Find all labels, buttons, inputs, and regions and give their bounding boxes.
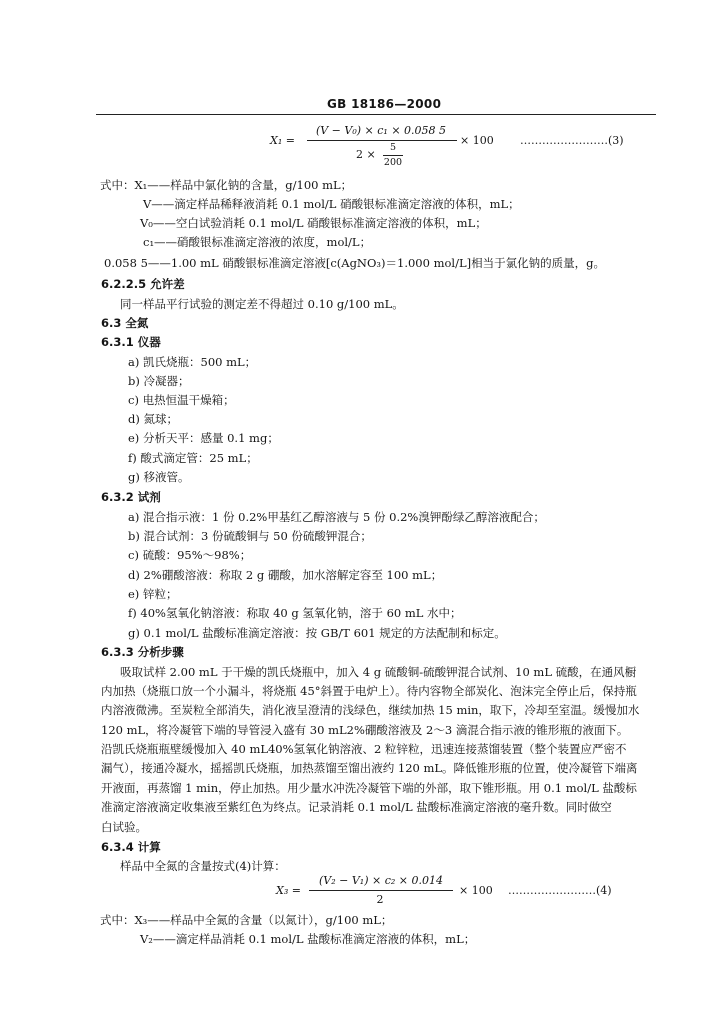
paragraph-line: 内加热（烧瓶口放一个小漏斗，将烧瓶 45°斜置于电炉上）。待内容物全部炭化、泡沫完全停止后，保持瓶 (101, 684, 637, 698)
list-item: a) 混合指示液：1 份 0.2%甲基红乙醇溶液与 5 份 0.2%溴钾酚绿乙醇溶液配合； (128, 510, 545, 524)
list-item: e) 锌粒； (128, 587, 178, 601)
formula-4-lhs: X₃ = (276, 884, 301, 897)
paragraph-line: 120 mL，将冷凝管下端的导管浸入盛有 30 mL2%硼酸溶液及 2～3 滴混合指示液的锥形瓶的液面下。 (101, 723, 629, 737)
list-item: b) 混合试剂：3 份硫酸铜与 50 份硫酸钾混合； (128, 529, 372, 543)
formula-3-tail: × 100 (460, 134, 494, 147)
paragraph-line: 漏气），接通冷凝水，摇摇凯氏烧瓶，加热蒸馏至馏出液约 120 mL。降低锥形瓶的位置，使冷凝管下端离 (101, 761, 638, 775)
def-v2: V₂——滴定样品消耗 0.1 mol/L 盐酸标准滴定溶液的体积，mL； (140, 932, 476, 946)
def-0-0585: 0.058 5——1.00 mL 硝酸银标准滴定溶液[c(AgNO₃)＝1.000 mol/L]相当于氯化钠的质量，g。 (104, 256, 605, 270)
heading-6-3-2: 6.3.2 试剂 (101, 490, 161, 504)
list-item: e) 分析天平：感量 0.1 mg； (128, 431, 279, 445)
standard-code-header: GB 18186—2000 (327, 97, 442, 111)
paragraph-line: 吸取试样 2.00 mL 于干燥的凯氏烧瓶中，加入 4 g 硫酸铜-硫酸钾混合试剂、10 mL 硫酸，在通风橱 (120, 665, 637, 679)
heading-6-3-1: 6.3.1 仪器 (101, 335, 161, 349)
list-item: c) 电热恒温干燥箱； (128, 393, 235, 407)
list-item: c) 硫酸：95%～98%； (128, 548, 252, 562)
heading-6-2-2-5: 6.2.2.5 允许差 (101, 277, 185, 291)
def-v0: V₀——空白试验消耗 0.1 mol/L 硝酸银标准滴定溶液的体积，mL； (140, 216, 487, 230)
paragraph-line: 内溶液微沸。至炭粒全部消失，消化液呈澄清的浅绿色，继续加热 15 min，取下，冷却至室温。缓慢加水 (101, 703, 640, 717)
list-item: a) 凯氏烧瓶：500 mL； (128, 355, 257, 369)
formula-3-lhs: X₁ = (270, 134, 295, 147)
paragraph-line: 白试验。 (101, 820, 147, 834)
formula-4-tail: × 100 (459, 884, 493, 897)
formula-3-inner-denominator: 200 (383, 157, 403, 168)
paragraph-line: 准滴定溶液滴定收集液至紫红色为终点。记录消耗 0.1 mol/L 盐酸标准滴定溶液的毫升数。同时做空 (101, 800, 612, 814)
formula-3-numerator: (V − V₀) × c₁ × 0.058 5 (315, 124, 447, 137)
text-6-3-4-intro: 样品中全氮的含量按式(4)计算： (120, 859, 286, 873)
text-6-2-2-5: 同一样品平行试验的测定差不得超过 0.10 g/100 mL。 (120, 297, 404, 311)
formula-3-inner-numerator: 5 (389, 142, 397, 153)
paragraph-line: 沿凯氏烧瓶瓶壁缓慢加入 40 mL40%氢氧化钠溶液、2 粒锌粒，迅速连接蒸馏装置（整个装置应严密不 (101, 742, 627, 756)
list-item: f) 酸式滴定管：25 mL； (128, 451, 258, 465)
list-item: d) 2%硼酸溶液：称取 2 g 硼酸，加水溶解定容至 100 mL； (128, 568, 443, 582)
formula-3-ref: ……………………(3) (520, 134, 624, 147)
def-v: V——滴定样品稀释液消耗 0.1 mol/L 硝酸银标准滴定溶液的体积，mL； (143, 197, 520, 211)
list-item: b) 冷凝器； (128, 374, 190, 388)
list-item: f) 40%氢氧化钠溶液：称取 40 g 氢氧化钠，溶于 60 mL 水中； (128, 606, 462, 620)
heading-6-3-4: 6.3.4 计算 (101, 840, 161, 854)
def-x1: 式中：X₁——样品中氯化钠的含量，g/100 mL； (100, 178, 353, 192)
formula-3-fraction-bar (307, 140, 457, 141)
formula-4-numerator: (V₂ − V₁) × c₂ × 0.014 (319, 874, 443, 887)
formula-4-denominator: 2 (376, 893, 384, 906)
header-rule (96, 114, 656, 115)
list-item: d) 氮球； (128, 412, 179, 426)
formula-3-denominator-left: 2 × (356, 148, 376, 161)
formula-4-fraction-bar (309, 890, 453, 891)
paragraph-line: 开液面，再蒸馏 1 min，停止加热。用少量水冲洗冷凝管下端的外部，取下锥形瓶。用 0.1 mol/L 盐酸标 (101, 781, 637, 795)
heading-6-3-3: 6.3.3 分析步骤 (101, 645, 184, 659)
formula-3-inner-bar (383, 155, 403, 156)
list-item: g) 0.1 mol/L 盐酸标准滴定溶液：按 GB/T 601 规定的方法配制和标定。 (128, 626, 506, 640)
formula-4-ref: ……………………(4) (508, 884, 612, 897)
heading-6-3: 6.3 全氮 (101, 316, 149, 330)
list-item: g) 移液管。 (128, 470, 190, 484)
def-x3: 式中：X₃——样品中全氮的含量（以氮计），g/100 mL； (100, 913, 393, 927)
def-c1: c₁——硝酸银标准滴定溶液的浓度，mol/L； (143, 235, 372, 249)
